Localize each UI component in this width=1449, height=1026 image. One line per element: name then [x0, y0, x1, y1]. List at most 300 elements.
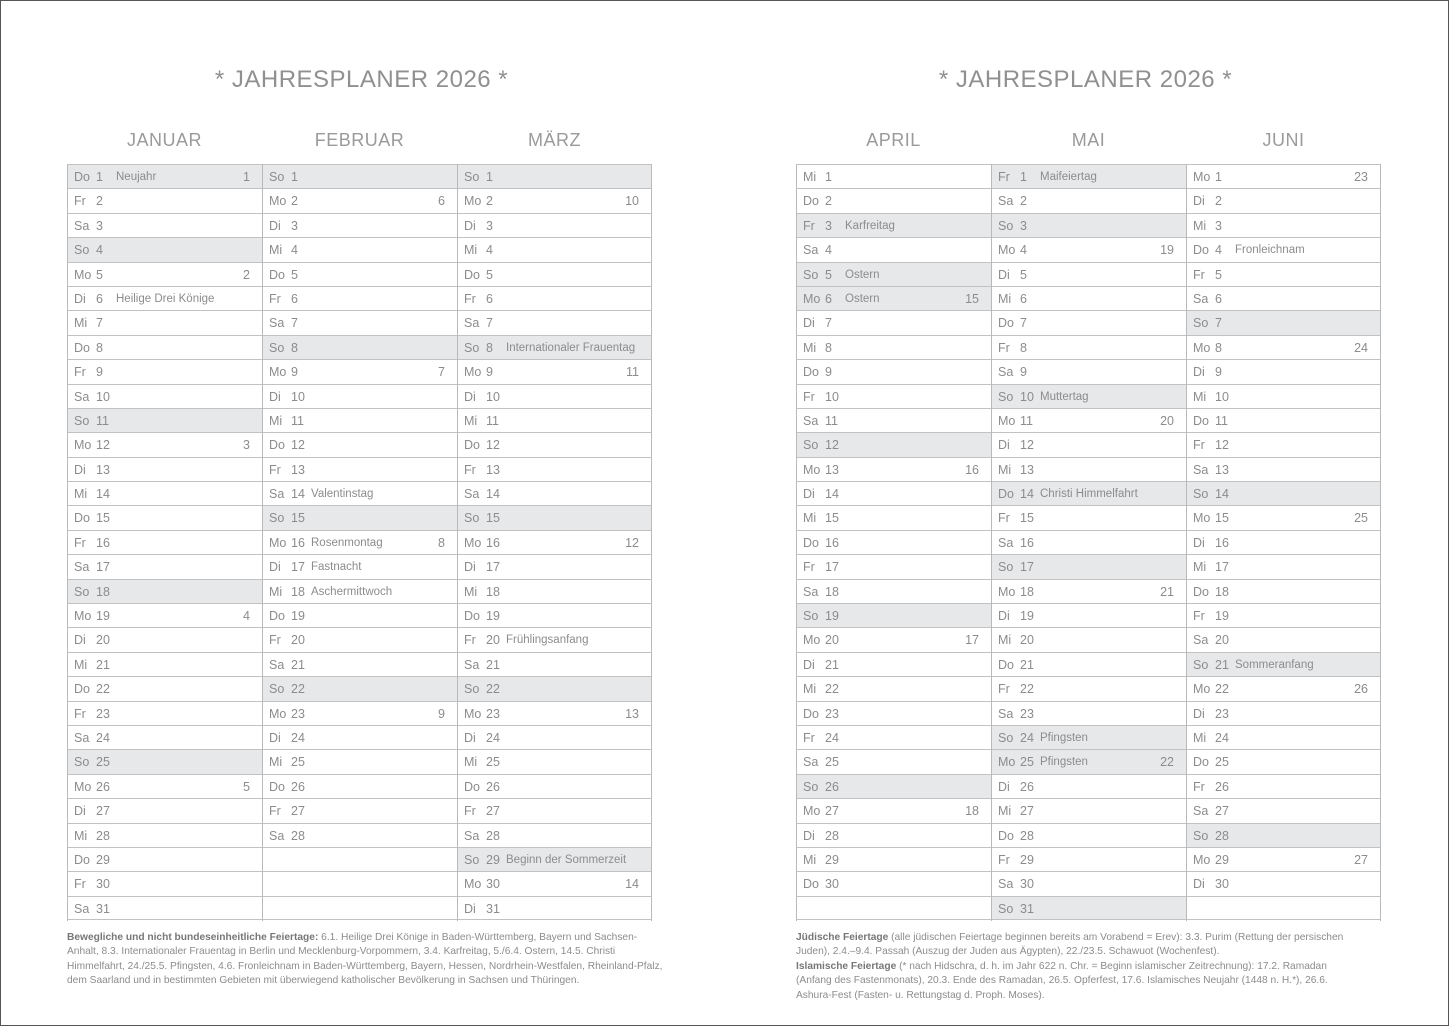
week-number: 17 — [965, 633, 979, 648]
day-row — [992, 530, 1186, 554]
day-number: 3 — [825, 218, 832, 233]
weekday-label: Sa — [803, 584, 819, 599]
weekday-label: Fr — [74, 706, 86, 721]
day-number: 9 — [96, 365, 103, 380]
day-number: 28 — [1020, 828, 1034, 843]
weekday-label: Sa — [74, 560, 90, 575]
day-row — [263, 798, 457, 822]
weekday-label: Sa — [998, 706, 1014, 721]
week-number: 11 — [626, 365, 639, 380]
day-row — [797, 457, 991, 481]
day-row — [992, 823, 1186, 847]
weekday-label: Di — [803, 316, 815, 331]
holiday-label: Neujahr — [116, 171, 157, 183]
day-row — [992, 237, 1186, 261]
weekday-label: Mo — [998, 413, 1016, 428]
weekday-label: Mo — [803, 462, 821, 477]
day-number: 19 — [486, 609, 500, 624]
day-row — [797, 652, 991, 676]
weekday-label: Sa — [269, 487, 285, 502]
day-number: 30 — [825, 877, 839, 892]
week-number: 14 — [625, 877, 639, 892]
weekday-label: Sa — [998, 535, 1014, 550]
day-number: 25 — [825, 755, 839, 770]
day-row — [992, 871, 1186, 895]
day-number: 23 — [1020, 706, 1034, 721]
footnote-left-text: 6.1. Heilige Drei Könige in Baden-Württemberg, Bayern und Sachsen-Anhalt, 8.3. Internationaler Frauentag in Berlin und Mecklenburg-Vorpommern, 3.4. Karfreitag, 5./6.4. Ostern, 14.5. Christi Himmelfahrt, 24./25.5. Pfingsten, 4.6. Fronleichnam in Baden-Württemberg, Bayern, Hessen, Nordrhein-Westfalen, Rheinland-Pfalz, dem Saarland und in bestimmten Gebieten mit überwiegend katholischer Bevölkerung in Sachsen und Thüringen. — [67, 932, 663, 987]
day-number: 2 — [825, 194, 832, 209]
day-row — [992, 627, 1186, 651]
day-number: 4 — [825, 243, 832, 258]
day-number: 21 — [96, 657, 110, 672]
day-row — [263, 823, 457, 847]
day-number: 14 — [1020, 487, 1034, 502]
day-row — [263, 164, 457, 188]
day-row — [263, 774, 457, 798]
day-number: 3 — [1215, 218, 1222, 233]
weekday-label: Do — [464, 438, 480, 453]
weekday-label: Do — [74, 170, 90, 184]
day-row — [68, 505, 262, 529]
weekday-label: Do — [1193, 584, 1209, 599]
day-row — [797, 384, 991, 408]
weekday-label: So — [269, 682, 285, 697]
weekday-label: Mo — [74, 609, 92, 624]
weekday-label: So — [803, 438, 819, 453]
weekday-label: Do — [269, 779, 285, 794]
day-number: 28 — [825, 828, 839, 843]
weekday-label: Mo — [803, 291, 821, 306]
weekday-label: Sa — [269, 828, 285, 843]
footnote-left-heading: Bewegliche und nicht bundeseinheitliche Feiertage: — [67, 932, 319, 943]
day-row — [68, 676, 262, 700]
day-row — [68, 432, 262, 456]
day-number: 17 — [1215, 560, 1229, 575]
weekday-label: Di — [464, 218, 476, 233]
day-number: 6 — [1020, 291, 1027, 306]
day-row — [68, 896, 262, 920]
day-row — [1187, 310, 1380, 334]
day-row — [458, 603, 651, 627]
day-row — [458, 798, 651, 822]
day-number: 16 — [1215, 535, 1229, 550]
day-row — [1187, 213, 1380, 237]
day-row — [263, 896, 457, 920]
day-row — [992, 335, 1186, 359]
weekday-label: Di — [1193, 877, 1205, 892]
week-number: 12 — [625, 535, 639, 550]
day-row — [797, 310, 991, 334]
day-number: 23 — [291, 706, 305, 721]
day-number: 22 — [291, 682, 305, 697]
day-number: 10 — [1020, 389, 1034, 404]
weekday-label: Mi — [74, 316, 88, 331]
month-header-april: APRIL — [866, 130, 921, 150]
day-number: 19 — [825, 609, 839, 624]
day-row — [68, 627, 262, 651]
day-number: 26 — [96, 779, 110, 794]
day-number: 7 — [825, 316, 832, 331]
day-number: 2 — [291, 194, 298, 209]
day-number: 21 — [486, 657, 500, 672]
weekday-label: Do — [998, 657, 1014, 672]
weekday-label: Do — [1193, 413, 1209, 428]
weekday-label: Fr — [998, 511, 1010, 526]
day-row — [458, 749, 651, 773]
day-number: 29 — [1215, 852, 1229, 867]
calendar-grid-left — [67, 164, 652, 921]
day-number: 27 — [96, 804, 110, 819]
day-row — [68, 262, 262, 286]
day-number: 27 — [291, 804, 305, 819]
weekday-label: Mo — [464, 365, 482, 380]
holiday-label: Beginn der Sommerzeit — [506, 853, 627, 866]
weekday-label: Mo — [1193, 852, 1211, 867]
weekday-label: Do — [74, 511, 90, 526]
day-number: 18 — [291, 584, 305, 599]
week-number: 7 — [438, 365, 445, 380]
week-number: 27 — [1354, 852, 1368, 867]
day-row — [797, 432, 991, 456]
day-row — [992, 164, 1186, 188]
day-number: 24 — [1020, 730, 1034, 745]
day-number: 30 — [1020, 877, 1034, 892]
weekday-label: So — [269, 170, 285, 184]
weekday-label: Mi — [803, 511, 817, 526]
weekday-label: Mo — [464, 535, 482, 550]
day-number: 4 — [1020, 243, 1027, 258]
day-row — [68, 701, 262, 725]
weekday-label: Do — [269, 267, 285, 282]
day-number: 16 — [96, 535, 110, 550]
weekday-label: Mi — [803, 852, 817, 867]
week-number: 9 — [438, 706, 445, 721]
day-row — [797, 774, 991, 798]
weekday-label: Di — [803, 828, 815, 843]
day-number: 17 — [1020, 560, 1034, 575]
day-row — [68, 286, 262, 310]
day-row — [68, 554, 262, 578]
day-number: 16 — [1020, 535, 1034, 550]
day-row — [68, 749, 262, 773]
day-number: 17 — [96, 560, 110, 575]
day-number: 16 — [291, 535, 305, 550]
month-header-mai: MAI — [1071, 130, 1106, 150]
day-row — [68, 847, 262, 871]
weekday-label: Mi — [74, 828, 88, 843]
day-number: 14 — [486, 487, 500, 502]
weekday-label: So — [464, 682, 480, 697]
weekday-label: Di — [74, 804, 86, 819]
footnote-right — [796, 931, 1356, 1003]
weekday-label: Do — [803, 194, 819, 209]
day-row — [458, 286, 651, 310]
footnote-right-text-islamic: (* nach Hidschra, d. h. im Jahr 622 n. Chr. = Beginn islamischer Zeitrechnung): 17.2. Ramadan (Anfang des Fastenmonats), 20.3. Ende des Ramadan, 26.5. Opferfest, 17.6. Islamisches Neujahr (1448 n. H.*), 26.6. Ashura-Fest (Fasten- u. Rettungstag d. Proph. Moses). — [796, 960, 1328, 1001]
day-row — [458, 408, 651, 432]
day-number: 31 — [486, 901, 500, 916]
day-row — [797, 749, 991, 773]
week-number: 16 — [965, 462, 979, 477]
day-number: 8 — [486, 340, 493, 355]
day-number: 2 — [1215, 194, 1222, 209]
day-number: 31 — [96, 901, 110, 916]
day-row — [263, 359, 457, 383]
day-row — [68, 823, 262, 847]
day-row — [797, 188, 991, 212]
weekday-label: Mo — [269, 365, 287, 380]
day-row — [263, 213, 457, 237]
day-number: 24 — [825, 730, 839, 745]
day-row — [68, 457, 262, 481]
day-row — [1187, 188, 1380, 212]
month-column — [1186, 164, 1381, 921]
day-row — [797, 481, 991, 505]
weekday-label: Do — [74, 340, 90, 355]
weekday-label: Sa — [74, 901, 90, 916]
day-row — [1187, 530, 1380, 554]
day-row — [458, 823, 651, 847]
day-number: 7 — [291, 316, 298, 331]
day-number: 29 — [825, 852, 839, 867]
day-row — [263, 603, 457, 627]
month-header-maerz: MÄRZ — [528, 130, 581, 150]
day-number: 20 — [291, 633, 305, 648]
holiday-label: Ostern — [845, 292, 880, 305]
day-row — [68, 871, 262, 895]
day-row — [263, 262, 457, 286]
day-row — [992, 579, 1186, 603]
day-number: 28 — [486, 828, 500, 843]
day-number: 13 — [1215, 462, 1229, 477]
day-row — [1187, 627, 1380, 651]
weekday-label: Mi — [998, 633, 1012, 648]
day-number: 3 — [1020, 218, 1027, 233]
day-number: 9 — [486, 365, 493, 380]
weekday-label: Fr — [803, 389, 815, 404]
weekday-label: Mo — [1193, 340, 1211, 355]
week-number: 1 — [243, 170, 250, 184]
day-number: 22 — [1215, 682, 1229, 697]
day-row — [68, 725, 262, 749]
weekday-label: Do — [998, 316, 1014, 331]
calendar-grid-right — [796, 164, 1381, 921]
day-row — [1187, 823, 1380, 847]
weekday-label: Fr — [464, 291, 476, 306]
weekday-label: Fr — [269, 804, 281, 819]
day-number: 27 — [825, 804, 839, 819]
day-number: 20 — [486, 633, 500, 648]
weekday-label: Sa — [74, 730, 90, 745]
day-number: 14 — [1215, 487, 1229, 502]
day-number: 6 — [1215, 291, 1222, 306]
weekday-label: So — [269, 511, 285, 526]
month-column — [67, 164, 262, 921]
day-number: 4 — [1215, 243, 1222, 258]
weekday-label: Sa — [464, 657, 480, 672]
day-number: 15 — [96, 511, 110, 526]
weekday-label: So — [464, 852, 480, 867]
weekday-label: Di — [1193, 535, 1205, 550]
day-row — [992, 188, 1186, 212]
day-row — [992, 359, 1186, 383]
weekday-label: So — [74, 413, 90, 428]
day-number: 15 — [1215, 511, 1229, 526]
day-number: 24 — [291, 730, 305, 745]
holiday-label: Aschermittwoch — [311, 585, 393, 598]
day-row — [797, 676, 991, 700]
day-number: 12 — [291, 438, 305, 453]
day-number: 12 — [486, 438, 500, 453]
day-row — [263, 749, 457, 773]
weekday-label: Fr — [464, 462, 476, 477]
holiday-label: Maifeiertag — [1040, 171, 1097, 183]
day-number: 20 — [1020, 633, 1034, 648]
day-number: 29 — [1020, 852, 1034, 867]
day-row — [797, 627, 991, 651]
weekday-label: Di — [998, 779, 1010, 794]
day-row — [797, 408, 991, 432]
day-number: 1 — [825, 170, 832, 184]
month-header-januar: JANUAR — [126, 130, 202, 150]
weekday-label: Mo — [1193, 682, 1211, 697]
day-number: 13 — [486, 462, 500, 477]
day-row — [1187, 505, 1380, 529]
weekday-label: Do — [464, 267, 480, 282]
day-number: 21 — [825, 657, 839, 672]
weekday-label: Mi — [464, 584, 478, 599]
day-number: 21 — [1215, 657, 1229, 672]
day-row — [68, 652, 262, 676]
weekday-label: So — [998, 560, 1014, 575]
week-number: 25 — [1354, 511, 1368, 526]
day-row — [458, 530, 651, 554]
weekday-label: Mi — [269, 755, 283, 770]
day-number: 12 — [1215, 438, 1229, 453]
day-number: 24 — [96, 730, 110, 745]
day-row — [1187, 286, 1380, 310]
day-number: 18 — [486, 584, 500, 599]
day-number: 4 — [96, 243, 103, 258]
weekday-label: Fr — [998, 170, 1010, 184]
day-row — [797, 798, 991, 822]
day-number: 26 — [1020, 779, 1034, 794]
day-row — [458, 554, 651, 578]
day-number: 14 — [96, 487, 110, 502]
day-number: 5 — [825, 267, 832, 282]
day-row — [992, 481, 1186, 505]
day-row — [263, 847, 457, 871]
day-row — [797, 530, 991, 554]
holiday-label: Heilige Drei Könige — [116, 292, 215, 305]
weekday-label: Mi — [464, 755, 478, 770]
day-row — [458, 871, 651, 895]
day-number: 8 — [96, 340, 103, 355]
day-number: 11 — [291, 413, 304, 428]
holiday-label: Fastnacht — [311, 561, 362, 574]
day-row — [68, 774, 262, 798]
day-row — [992, 213, 1186, 237]
day-number: 3 — [96, 218, 103, 233]
weekday-label: Sa — [998, 365, 1014, 380]
day-number: 1 — [96, 170, 103, 184]
day-row — [1187, 749, 1380, 773]
weekday-label: So — [1193, 828, 1209, 843]
weekday-label: Di — [269, 218, 281, 233]
day-number: 20 — [825, 633, 839, 648]
day-row — [68, 359, 262, 383]
day-number: 6 — [825, 291, 832, 306]
weekday-label: Mo — [74, 267, 92, 282]
day-number: 22 — [1020, 682, 1034, 697]
day-number: 19 — [1020, 609, 1034, 624]
day-number: 26 — [825, 779, 839, 794]
day-number: 24 — [486, 730, 500, 745]
month-header-februar: FEBRUAR — [314, 130, 405, 150]
day-row — [458, 774, 651, 798]
day-row — [1187, 384, 1380, 408]
day-row — [263, 188, 457, 212]
day-row — [68, 237, 262, 261]
day-number: 27 — [1215, 804, 1229, 819]
day-number: 26 — [486, 779, 500, 794]
day-row — [992, 432, 1186, 456]
day-row — [458, 627, 651, 651]
day-number: 3 — [291, 218, 298, 233]
week-number: 24 — [1354, 340, 1368, 355]
weekday-label: Do — [1193, 243, 1209, 258]
weekday-label: Do — [269, 609, 285, 624]
day-number: 8 — [1215, 340, 1222, 355]
day-row — [263, 286, 457, 310]
day-row — [797, 213, 991, 237]
weekday-label: So — [998, 389, 1014, 404]
week-number: 22 — [1160, 755, 1174, 770]
weekday-label: Mi — [803, 340, 817, 355]
weekday-label: Fr — [464, 633, 476, 648]
day-row — [992, 457, 1186, 481]
weekday-label: Mo — [464, 706, 482, 721]
day-row — [458, 188, 651, 212]
day-row — [1187, 457, 1380, 481]
weekday-label: So — [464, 340, 480, 355]
weekday-label: Sa — [1193, 462, 1209, 477]
weekday-label: Fr — [74, 877, 86, 892]
day-row — [68, 384, 262, 408]
day-number: 9 — [291, 365, 298, 380]
weekday-label: So — [803, 267, 819, 282]
weekday-label: Mi — [998, 804, 1012, 819]
day-number: 2 — [96, 194, 103, 209]
weekday-label: Mi — [1193, 560, 1207, 575]
week-number: 26 — [1354, 682, 1368, 697]
day-number: 6 — [96, 291, 103, 306]
day-number: 1 — [486, 170, 493, 184]
day-row — [992, 286, 1186, 310]
holiday-label: Fronleichnam — [1235, 244, 1305, 257]
day-row — [1187, 237, 1380, 261]
day-number: 28 — [96, 828, 110, 843]
day-number: 25 — [1215, 755, 1229, 770]
day-number: 1 — [291, 170, 298, 184]
day-row — [1187, 579, 1380, 603]
day-number: 11 — [825, 413, 838, 428]
day-number: 1 — [1215, 170, 1222, 184]
weekday-label: Di — [464, 901, 476, 916]
day-number: 7 — [486, 316, 493, 331]
day-row — [1187, 676, 1380, 700]
weekday-label: Mo — [1193, 170, 1211, 184]
day-number: 2 — [1020, 194, 1027, 209]
